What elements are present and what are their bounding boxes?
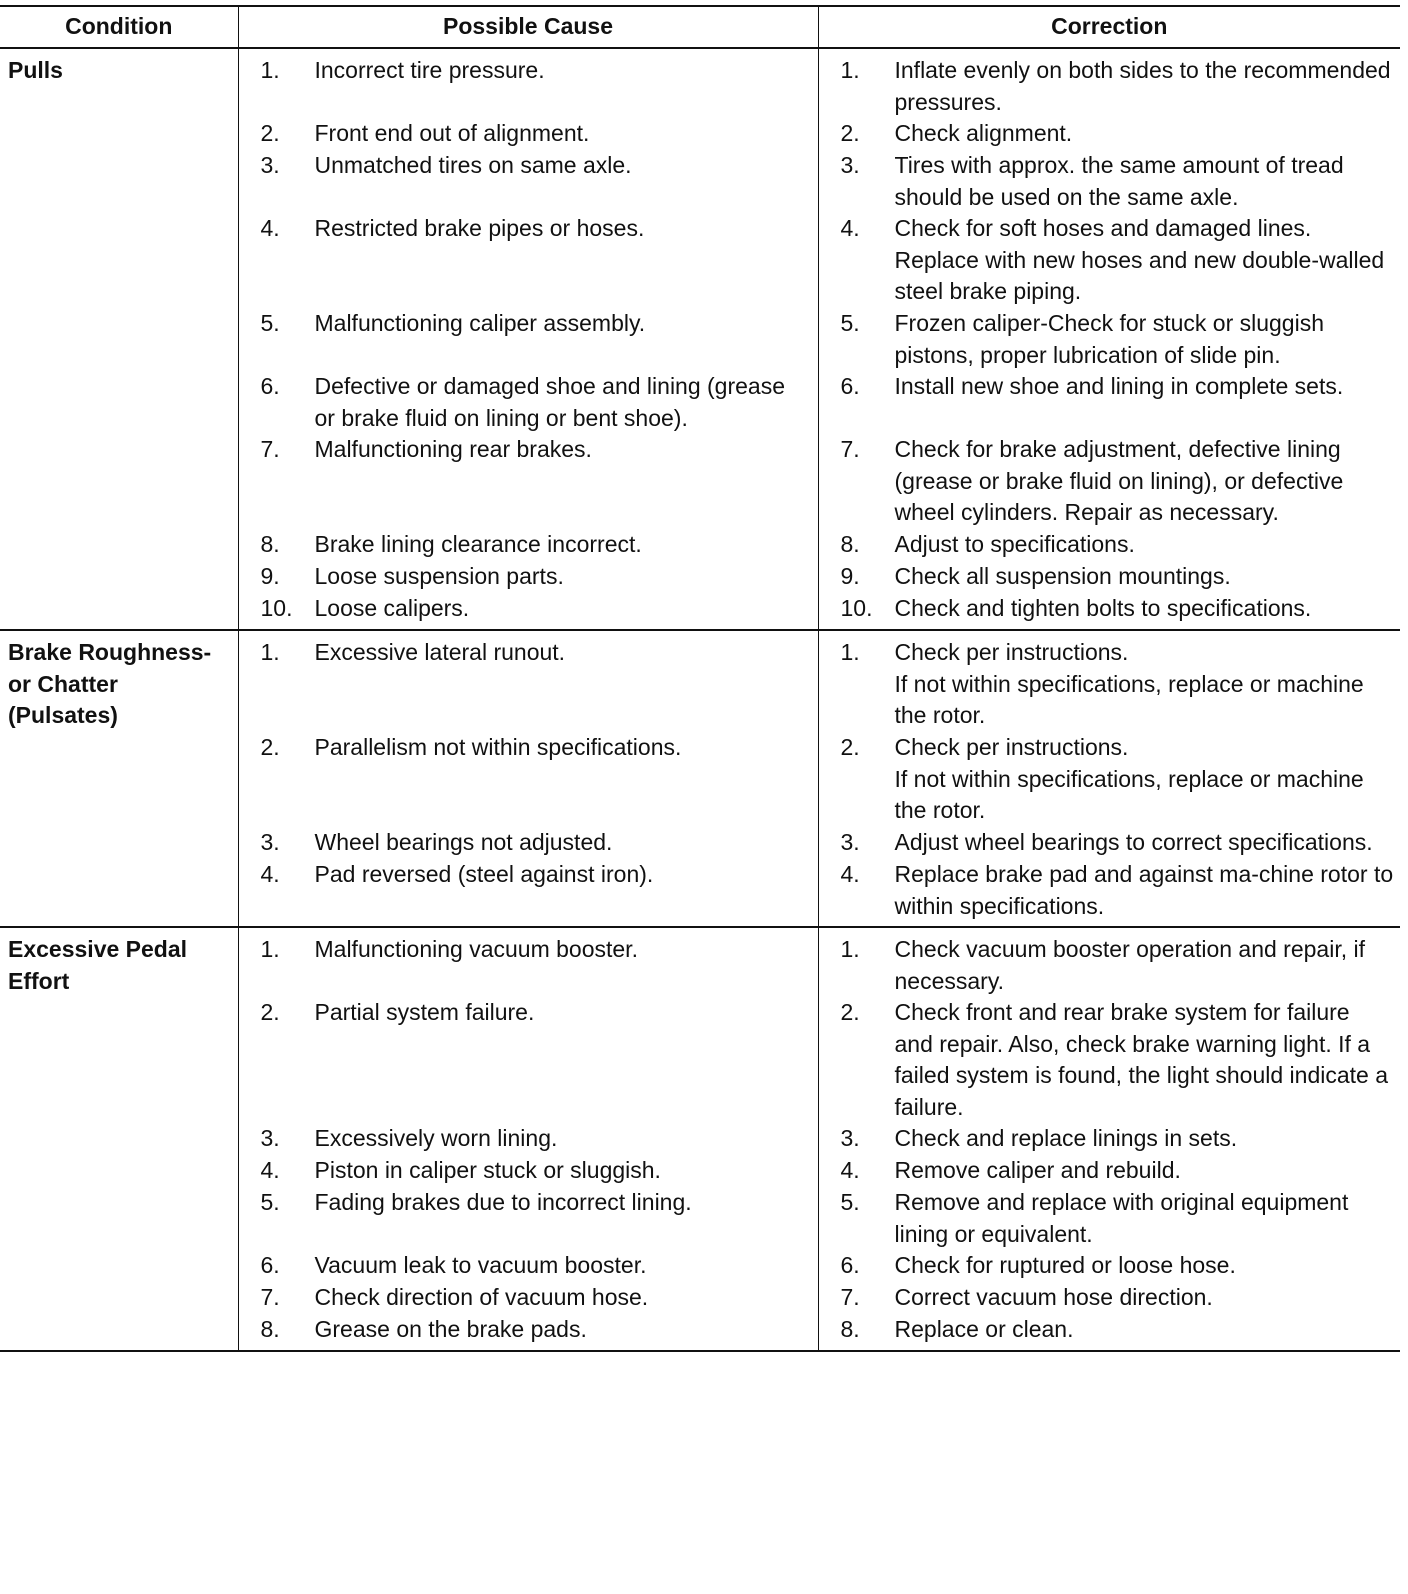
cause-list-item [239,150,812,213]
item-number: 1. [260,639,280,665]
item-number: 9. [840,563,860,589]
correction-text: Check for soft hoses and damaged lines. Replace with new hoses and new double-walled steel brake piping. [894,215,1385,304]
correction-text: Check for ruptured or loose hose. [894,1252,1236,1278]
possible-cause-cell [238,48,818,630]
correction-list-item [819,1123,1395,1155]
cause-list-item [239,1187,812,1250]
correction-text: Adjust wheel bearings to correct specifications. [894,829,1373,855]
correction-text: Check front and rear brake system for failure and repair. Also, check brake warning light. If a failed system is found, the light should indicate a failure. [894,999,1389,1120]
correction-text: Check per instructions. If not within specifications, replace or machine the rotor. [894,734,1364,823]
correction-list-item [819,371,1395,434]
item-number: 4. [260,1157,280,1183]
item-number: 3. [840,152,860,178]
cause-text: Piston in caliper stuck or sluggish. [314,1157,661,1183]
cause-list-item [239,934,812,997]
cause-list-item [239,859,812,922]
cause-list-item [239,561,812,593]
item-number: 10. [840,595,873,621]
cause-text: Unmatched tires on same axle. [314,152,632,178]
item-number: 6. [260,373,280,399]
item-number: 4. [840,861,860,887]
item-number: 1. [260,57,280,83]
correction-text: Check alignment. [894,120,1073,146]
correction-list-item [819,213,1395,308]
cause-list-item [239,827,812,859]
possible-cause-cell [238,927,818,1351]
table-row [0,927,1400,1351]
possible-cause-cell [238,630,818,927]
item-number: 10. [260,595,293,621]
cause-text: Defective or damaged shoe and lining (grease or brake fluid on lining or bent shoe). [314,373,786,431]
item-number: 3. [260,829,280,855]
cause-text: Pad reversed (steel against iron). [314,861,654,887]
cause-list-item [239,997,812,1123]
item-number: 3. [840,829,860,855]
item-number: 7. [840,436,860,462]
item-number: 8. [260,531,280,557]
item-number: 5. [840,310,860,336]
correction-list-item [819,1314,1395,1346]
item-number: 2. [840,999,860,1025]
item-number: 6. [260,1252,280,1278]
item-number: 4. [840,215,860,241]
condition-cell: Brake Roughness-or Chatter (Pulsates) [0,630,238,927]
correction-text: Check and tighten bolts to specifications. [894,595,1312,621]
troubleshooting-table [0,5,1400,1352]
correction-list-item [819,859,1395,922]
correction-list-item [819,561,1395,593]
cause-text: Malfunctioning caliper assembly. [314,310,646,336]
cause-text: Restricted brake pipes or hoses. [314,215,645,241]
correction-text: Check vacuum booster operation and repair, if necessary. [894,936,1365,994]
correction-list-item [819,308,1395,371]
item-number: 2. [260,120,280,146]
cause-list-item [239,1314,812,1346]
cause-text: Excessive lateral runout. [314,639,566,665]
item-number: 6. [840,373,860,399]
cause-text: Brake lining clearance incorrect. [314,531,642,557]
cause-list-item [239,213,812,308]
item-number: 7. [840,1284,860,1310]
cause-text: Incorrect tire pressure. [314,57,545,83]
correction-list-item [819,1155,1395,1187]
item-number: 1. [840,639,860,665]
cause-list-item [239,1123,812,1155]
cause-text: Check direction of vacuum hose. [314,1284,649,1310]
item-number: 8. [260,1316,280,1342]
correction-cell [818,927,1400,1351]
item-number: 5. [260,1189,280,1215]
correction-text: Remove caliper and rebuild. [894,1157,1181,1183]
item-number: 1. [840,936,860,962]
item-number: 3. [260,152,280,178]
item-number: 1. [260,936,280,962]
correction-text: Check all suspension mountings. [894,563,1231,589]
cause-list-item [239,308,812,371]
item-number: 1. [840,57,860,83]
table-row [0,48,1400,630]
cause-text: Parallelism not within specifications. [314,734,682,760]
item-number: 4. [840,1157,860,1183]
item-number: 2. [840,120,860,146]
condition-cell: Excessive Pedal Effort [0,927,238,1351]
correction-cell [818,48,1400,630]
correction-list-item [819,637,1395,732]
table-header-row [0,6,1400,48]
item-number: 3. [840,1125,860,1151]
correction-list-item [819,827,1395,859]
cause-text: Partial system failure. [314,999,535,1025]
condition-cell: Pulls [0,48,238,630]
correction-text: Frozen caliper-Check for stuck or sluggish pistons, proper lubrication of slide pin. [894,310,1324,368]
cause-list-item [239,1250,812,1282]
correction-cell [818,630,1400,927]
item-number: 7. [260,1284,280,1310]
correction-list-item [819,1282,1395,1314]
item-number: 8. [840,531,860,557]
cause-text: Malfunctioning rear brakes. [314,436,592,462]
correction-list-item [819,150,1395,213]
header-correction: Correction [818,6,1400,48]
item-number: 6. [840,1252,860,1278]
cause-list-item [239,1155,812,1187]
cause-list-item [239,732,812,827]
cause-text: Loose suspension parts. [314,563,564,589]
item-number: 7. [260,436,280,462]
header-possible-cause: Possible Cause [238,6,818,48]
cause-text: Excessively worn lining. [314,1125,558,1151]
item-number: 2. [260,734,280,760]
correction-list-item [819,529,1395,561]
cause-text: Grease on the brake pads. [314,1316,587,1342]
cause-list-item [239,1282,812,1314]
cause-list-item [239,118,812,150]
correction-text: Replace or clean. [894,1316,1074,1342]
cause-text: Vacuum leak to vacuum booster. [314,1252,647,1278]
cause-text: Malfunctioning vacuum booster. [314,936,638,962]
item-number: 3. [260,1125,280,1151]
correction-list-item [819,434,1395,529]
correction-list-item [819,593,1395,625]
cause-list-item [239,434,812,529]
cause-list-item [239,371,812,434]
correction-text: Check per instructions. If not within specifications, replace or machine the rotor. [894,639,1364,728]
cause-list-item [239,529,812,561]
correction-text: Remove and replace with original equipment lining or equivalent. [894,1189,1349,1247]
item-number: 8. [840,1316,860,1342]
correction-list-item [819,934,1395,997]
correction-text: Check and replace linings in sets. [894,1125,1238,1151]
item-number: 4. [260,215,280,241]
table-body [0,48,1400,1351]
item-number: 9. [260,563,280,589]
cause-text: Loose calipers. [314,595,470,621]
correction-list-item [819,1187,1395,1250]
correction-text: Check for brake adjustment, defective lining (grease or brake fluid on lining), or defective wheel cylinders. Repair as necessary. [894,436,1344,525]
correction-list-item [819,55,1395,118]
correction-list-item [819,1250,1395,1282]
correction-text: Tires with approx. the same amount of tread should be used on the same axle. [894,152,1344,210]
correction-text: Install new shoe and lining in complete sets. [894,373,1344,399]
correction-text: Adjust to specifications. [894,531,1135,557]
item-number: 2. [840,734,860,760]
cause-text: Wheel bearings not adjusted. [314,829,613,855]
cause-list-item [239,637,812,732]
item-number: 5. [840,1189,860,1215]
cause-list-item [239,55,812,118]
cause-text: Fading brakes due to incorrect lining. [314,1189,692,1215]
header-condition: Condition [0,6,238,48]
correction-list-item [819,118,1395,150]
cause-list-item [239,593,812,625]
cause-text: Front end out of alignment. [314,120,590,146]
item-number: 2. [260,999,280,1025]
correction-list-item [819,732,1395,827]
correction-text: Replace brake pad and against ma-chine rotor to within specifications. [894,861,1394,919]
correction-text: Correct vacuum hose direction. [894,1284,1213,1310]
correction-list-item [819,997,1395,1123]
table-row [0,630,1400,927]
correction-text: Inflate evenly on both sides to the recommended pressures. [894,57,1391,115]
item-number: 4. [260,861,280,887]
item-number: 5. [260,310,280,336]
